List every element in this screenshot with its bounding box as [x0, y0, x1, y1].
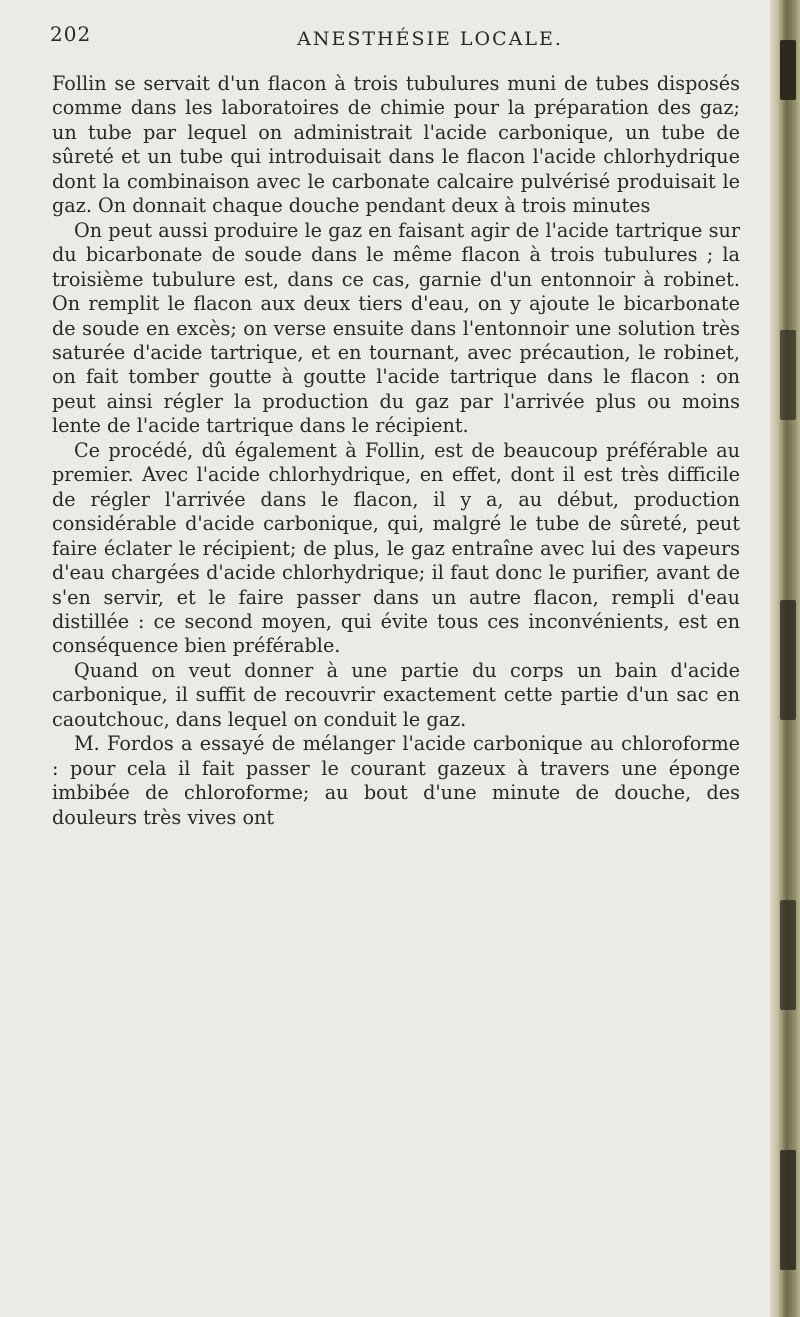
page-header [50, 22, 740, 56]
spine-shadow [780, 1150, 796, 1270]
book-spine-edge [770, 0, 800, 1317]
paragraph: Ce procédé, dû également à Follin, est de beaucoup préférable au premier. Avec l'acide chlorhydrique, en effet, dont il est très difficile de régler l'arrivée dans le flacon, il y a, au début, production considérable d'acide carbonique, qui, malgré le tube de sûreté, peut faire éclater le récipient; de plus, le gaz entraîne avec lui des vapeurs d'eau chargées d'acide chlorhydrique; il faut donc le purifier, avant de s'en servir, et le faire passer dans un autre flacon, rempli d'eau distillée : ce second moyen, qui évite tous ces inconvénients, est en conséquence bien préférable. [52, 438, 740, 658]
paragraph: Follin se servait d'un flacon à trois tubulures muni de tubes disposés comme dans les laboratoires de chimie pour la préparation des gaz; un tube par lequel on administrait l'acide carbonique, un tube de sûreté et un tube qui introduisait dans le flacon l'acide chlorhydrique dont la combinaison avec le carbonate calcaire pulvérisé produisait le gaz. On donnait chaque douche pendant deux à trois minutes [52, 72, 740, 218]
spine-shadow [780, 600, 796, 720]
paragraph: On peut aussi produire le gaz en faisant agir de l'acide tartrique sur du bicarbonate de soude dans le même flacon à trois tubulures ; la troisième tubulure est, dans ce cas, garnie d'un entonnoir à robinet. On remplit le flacon aux deux tiers d'eau, on y ajoute le bicarbonate de soude en excès; on verse ensuite dans l'entonnoir une solution très saturée d'acide tartrique, et en tournant, avec précaution, le robinet, on fait tomber goutte à goutte l'acide tartrique dans le flacon : on peut ainsi régler la production du gaz par l'arrivée plus ou moins lente de l'acide tartrique dans le récipient. [52, 218, 740, 438]
body-text [52, 72, 740, 830]
running-title: ANESTHÉSIE LOCALE. [297, 28, 563, 50]
spine-shadow [780, 900, 796, 1010]
spine-shadow [780, 40, 796, 100]
spine-shadow [780, 330, 796, 420]
page-number: 202 [50, 22, 92, 46]
paragraph: Quand on veut donner à une partie du corps un bain d'acide carbonique, il suffit de recouvrir exactement cette partie d'un sac en caoutchouc, dans lequel on conduit le gaz. [52, 658, 740, 731]
paragraph: M. Fordos a essayé de mélanger l'acide carbonique au chloroforme : pour cela il fait passer le courant gazeux à travers une éponge imbibée de chloroforme; au bout d'une minute de douche, des douleurs très vives ont [52, 732, 740, 829]
